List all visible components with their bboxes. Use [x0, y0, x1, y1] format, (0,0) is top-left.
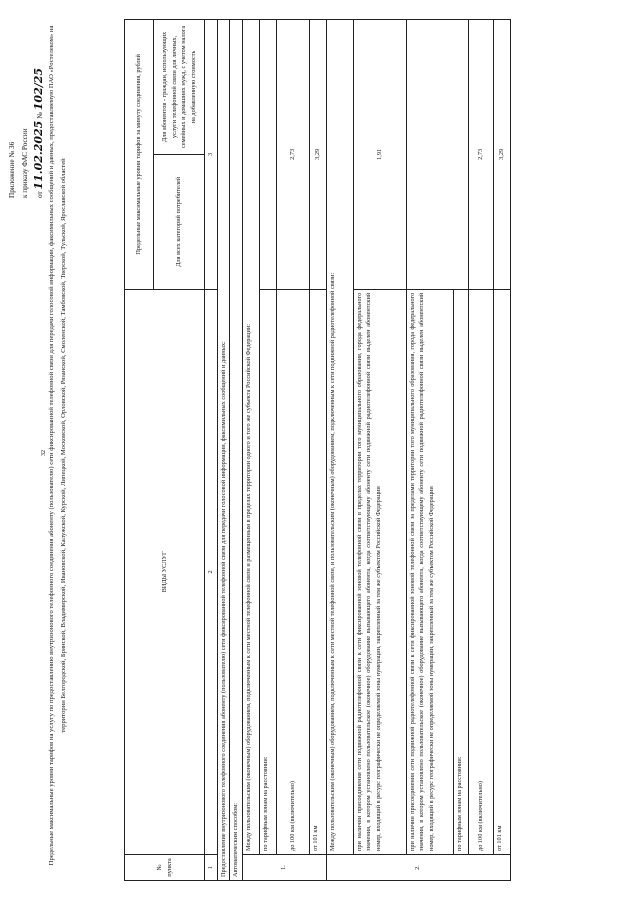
date-prefix: от	[36, 191, 44, 198]
table-row	[276, 20, 309, 881]
mobile-case-a-value: 1,91	[353, 20, 406, 290]
col-num-2: 2	[205, 289, 218, 854]
appendix-order: к приказу ФАС России	[21, 128, 29, 198]
header-num: № пункта	[125, 855, 205, 881]
header-levels: Предельные максимальные уровни тарифов за минуту соединения, рублей	[125, 20, 154, 290]
over101-a-value: 3,29	[309, 20, 326, 290]
document-title: Предельные максимальные уровни тарифов на услугу по предоставлению внутризонового телефонного соединения абоненту (пользователю) сети фиксированной телефонной связи для передачи голосовой информации, факсимильных сообщений и данных, предоставляемую ПАО «Ростелеком» на территории Белгородской, Брянской, Владимирской, Ивановской, Калужской, Курской, Липецкой, Московской, Орловской, Рязанской, Смоленской, Тамбовской, Тверской, Тульской, Ярославской областей	[48, 25, 67, 866]
upto100-b: до 100 км (включительно)	[468, 289, 493, 854]
over101-b-value: 3,29	[493, 20, 510, 290]
table-row	[309, 20, 326, 881]
mobile-case-b: при наличии присоединения сети подвижной радиотелефонной связи к сети фиксированной зоновой телефонной связи за пределами территории того муниципального образования, города федерального значения, в котором установлено пользовательское (оконечное) оборудование вызывающего абонента, когда соответствующему абоненту сети подвижной радиотелефонной связи выделен абонентский номер, входящий в ресурс географически не определяемой зоны нумерации, закрепленный за тем же субъектом Российской Федерации	[406, 289, 453, 854]
empty-cell	[406, 20, 468, 290]
empty-cell	[259, 20, 276, 290]
row-2-number: 2.	[326, 855, 510, 881]
over101-a: от 101 км	[309, 289, 326, 854]
appendix-title: Приложение № 36	[8, 141, 16, 198]
row-1-number: 1.	[242, 855, 326, 881]
table-row	[326, 20, 353, 881]
table-row	[259, 20, 276, 881]
table-row	[353, 20, 406, 881]
section-heading: Предоставление внутризонового телефонного соединения абоненту (пользователю) сети фиксированной телефонной связи для передачи голосовой информации, факсимильных сообщений и данных:	[217, 20, 230, 881]
handwritten-number: 102/25	[32, 67, 45, 111]
row-2-text: Между пользовательским (оконечным) оборудованием, подключенным к сети местной телефонной связи, и пользовательским (оконечным) оборудованием, подключенным к сети подвижной радиотелефонной связи:	[326, 20, 353, 855]
row-1-text: Между пользовательским (оконечным) оборудованием, подключенным к сети местной телефонной связи и размещенным в пределах территории одного и того же субъекта Российской Федерации:	[242, 20, 259, 855]
column-numbers-row	[205, 20, 218, 881]
handwritten-date: 11.02.2025	[32, 120, 45, 190]
auto-heading: Автоматическим способом:	[230, 20, 243, 881]
header-all-users: Для всех категорий потребителей	[154, 154, 205, 289]
mobile-case-a: при наличии присоединения сети подвижной радиотелефонной связи к сети фиксированной зоновой телефонной связи в пределах территории того муниципального образования, города федерального значения, в котором установлено пользовательское (оконечное) оборудование вызывающего абонента, когда соответствующему абоненту сети подвижной радиотелефонной связи выделен абонентский номер, входящий в ресурс географически не определяемой зоны нумерации, закрепленный за тем же субъектом Российской Федерации	[353, 289, 406, 854]
table-row	[217, 20, 230, 881]
upto100-a-value: 2,73	[276, 20, 309, 290]
zone-distance-b: по тарифным зонам на расстоянии:	[453, 289, 468, 854]
upto100-b-value: 2,73	[468, 20, 493, 290]
table-row	[230, 20, 243, 881]
col-num-1: 1	[205, 855, 218, 881]
over101-b: от 101 км	[493, 289, 510, 854]
appendix-date-line	[32, 20, 47, 198]
header-row	[125, 20, 154, 881]
appendix-block	[6, 20, 47, 198]
tariff-table	[124, 19, 511, 881]
header-services: ВИДЫ УСЛУГ	[125, 289, 205, 854]
number-prefix: №	[36, 112, 44, 119]
col-num-3: 3	[205, 20, 218, 290]
table-row	[242, 20, 259, 881]
table-row	[406, 20, 453, 881]
table-row	[468, 20, 493, 881]
table-row	[493, 20, 510, 881]
zone-distance-a: по тарифным зонам на расстоянии:	[259, 289, 276, 854]
page-number: 32	[41, 450, 47, 456]
upto100-a: до 100 км (включительно)	[276, 289, 309, 854]
header-citizens: Для абонентов - граждан, использующих услуги телефонной связи для личных, семейных и домашних нужд, с учетом налога на добавленную стоимость	[154, 20, 205, 155]
